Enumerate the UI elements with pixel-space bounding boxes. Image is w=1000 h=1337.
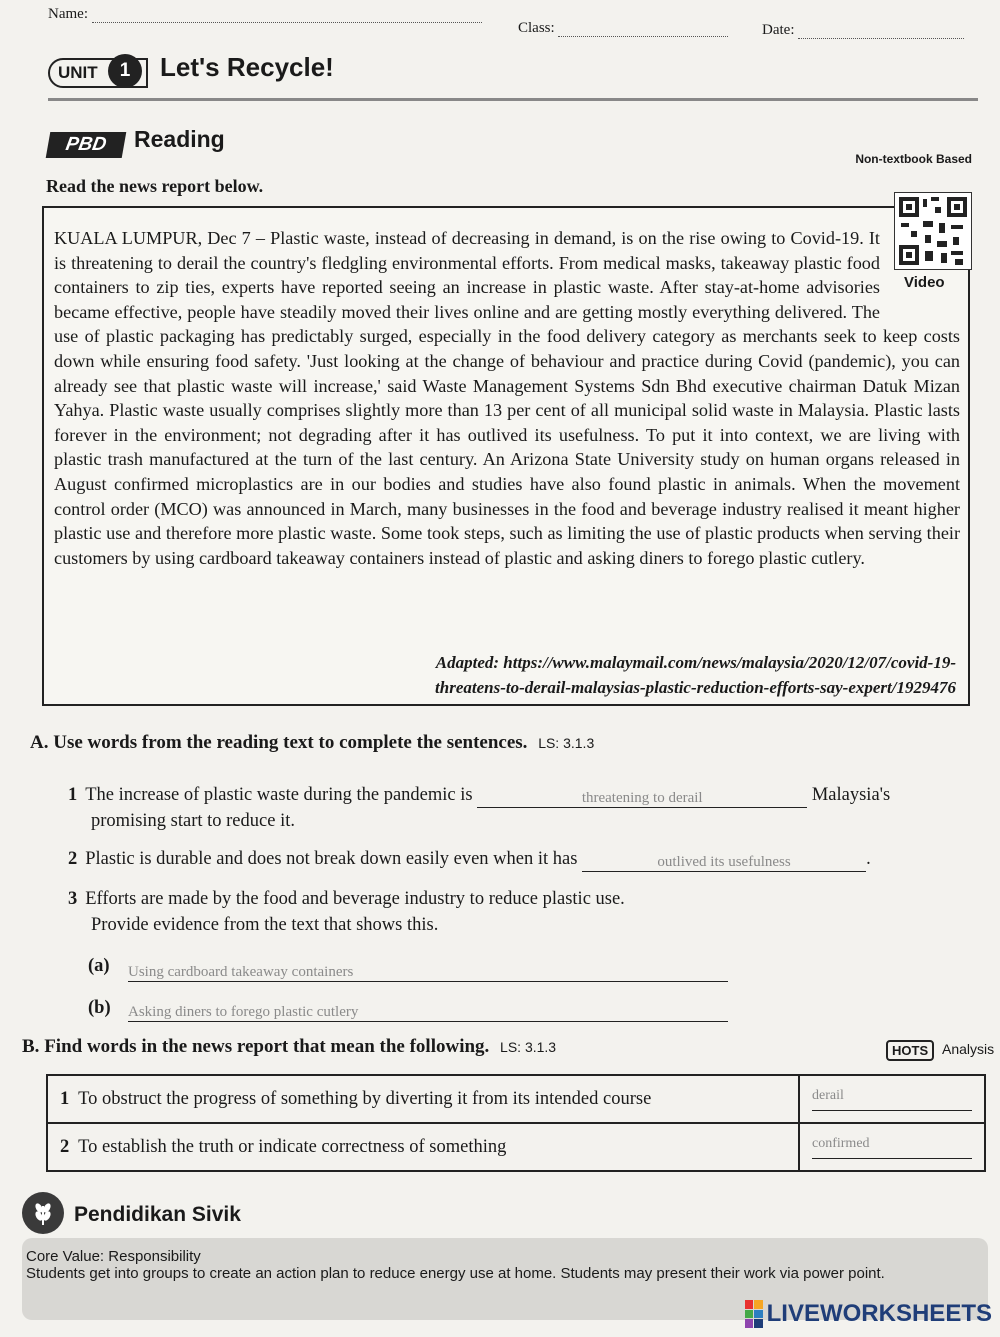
q3a-line [128,956,728,982]
source-line-1: Adapted: https://www.malaymail.com/news/malaysia/2020/12/07/covid-19- [435,653,956,672]
reading-title: Reading [134,126,225,152]
row-number: 1 [60,1088,70,1109]
non-textbook-note: Non-textbook Based [855,152,972,166]
q3-number: 3 [68,889,78,909]
unit-title: Let's Recycle! [160,52,334,82]
unit-number: 1 [108,54,142,88]
civics-task: Students get into groups to create an action plan to reduce energy use at home. Students may present their work via power point. [26,1265,885,1282]
date-line[interactable] [798,24,964,39]
q3a-answer-field[interactable] [128,961,728,982]
q3b-answer-field[interactable] [128,1001,728,1022]
q1-number: 1 [68,785,78,805]
question-1 [68,782,993,834]
q1-text: The increase of plastic waste during the pandemic is [85,785,473,805]
q1-answer-field[interactable] [477,787,807,808]
table-row [47,1123,985,1171]
q3b-label: (b) [88,998,111,1018]
q2-number: 2 [68,849,78,869]
section-b-instruction: Find words in the news report that mean the following. [44,1036,490,1057]
definition-text: To obstruct the progress of something by diverting it from its intended course [78,1088,652,1109]
qr-code-icon[interactable] [894,192,972,270]
q1-line-2: promising start to reduce it. [91,811,295,831]
liveworksheets-icon [745,1300,763,1328]
answer-cell[interactable] [799,1075,985,1123]
answer-2[interactable]: confirmed [812,1136,972,1159]
wheat-icon [22,1192,64,1234]
section-a-letter: A. [30,732,49,753]
section-a-heading [30,732,594,754]
liveworksheets-logo [745,1300,992,1328]
q3a-answer: Using cardboard takeaway containers [128,964,354,980]
section-b-ls: LS: 3.1.3 [500,1039,557,1055]
answer-cell[interactable] [799,1123,985,1171]
civics-content [26,1248,986,1282]
liveworksheets-text: LIVEWORKSHEETS [766,1300,992,1327]
q1-answer: threatening to derail [581,790,703,806]
definition-cell [47,1075,799,1123]
unit-label: UNIT [58,63,98,82]
video-label: Video [904,274,945,291]
definition-text: To establish the truth or indicate correctness of something [78,1136,507,1157]
q2-answer: outlived its usefulness [657,854,791,870]
class-field [518,20,728,37]
core-value: Core Value: Responsibility [26,1248,201,1265]
q3-line-1: Efforts are made by the food and beverage industry to reduce plastic use. [85,889,625,909]
answer-1[interactable]: derail [812,1088,972,1111]
section-b-letter: B. [22,1036,40,1057]
section-a-instruction: Use words from the reading text to complete the sentences. [53,732,528,753]
class-label: Class: [518,20,555,36]
hots-badge: HOTS [886,1040,934,1061]
q3b-answer: Asking diners to forego plastic cutlery [128,1004,359,1020]
date-label: Date: [762,22,795,38]
pbd-label: PBD [64,134,109,155]
question-3 [68,886,993,938]
q2-text: Plastic is durable and does not break down easily even when it has [85,849,578,869]
article-source [256,650,956,700]
row-number: 2 [60,1136,70,1157]
class-line[interactable] [558,22,728,37]
civics-title: Pendidikan Sivik [74,1203,241,1226]
article-body: KUALA LUMPUR, Dec 7 – Plastic waste, instead of decreasing in demand, is on the rise owing to Covid-19. It is threatening to derail the country's fledgling environmental efforts. From medical masks, takeaway plastic food containers to zip ties, experts have reported seeing an increase in plastic waste. After stay-at-home advisories became effective, people have steadily moved their lives online and are getting mostly everything delivered. The use of plastic packaging has predictably surged, especially in the food delivery category as merchants seek to keep costs down while ensuring food safety. 'Just looking at the change of behaviour and practice during Covid (pandemic), you can already see that plastic waste will increase,' said Waste Management Systems Sdn Bhd executive chairman Datuk Mizan Yahya. Plastic waste usually comprises slightly more than 13 per cent of all municipal solid waste in Malaysia. Plastic lasts forever in the environment; not degrading after it has outlived its usefulness. To put it into context, we are living with plastic trash manufactured at the turn of the last century. An Arizona State University study on human organs released in August confirmed microplastics are in our bodies and studies have also found plastic in animals. When the movement control order (MCO) was announced in March, many businesses in the food and beverage industry realised it meant higher plastic use and therefore more plastic waste. Some took steps, such as limiting the use of plastic products when serving their customers by using cardboard takeaway containers instead of plastic and asking diners to forego plastic cutlery. [54,228,960,568]
date-field [762,22,964,39]
section-a-ls: LS: 3.1.3 [538,735,595,751]
news-article-box [42,206,970,706]
section-b-heading [22,1036,556,1058]
q2-end: . [866,849,871,869]
question-2 [68,846,993,872]
definitions-table [46,1074,986,1172]
divider [48,98,978,101]
name-field [48,6,482,23]
table-row [47,1075,985,1123]
q2-answer-field[interactable] [582,851,866,872]
q3b-line [128,996,728,1022]
q3a-label: (a) [88,956,110,976]
name-label: Name: [48,6,88,22]
definition-cell [47,1123,799,1171]
pbd-badge [46,132,127,158]
analysis-label: Analysis [942,1041,995,1057]
reading-instruction: Read the news report below. [46,176,264,196]
q3-line-2: Provide evidence from the text that shows this. [91,915,439,935]
q1-after: Malaysia's [811,785,891,805]
source-line-2: threatens-to-derail-malaysias-plastic-reduction-efforts-say-expert/1929476 [435,678,956,697]
name-line[interactable] [92,8,482,23]
